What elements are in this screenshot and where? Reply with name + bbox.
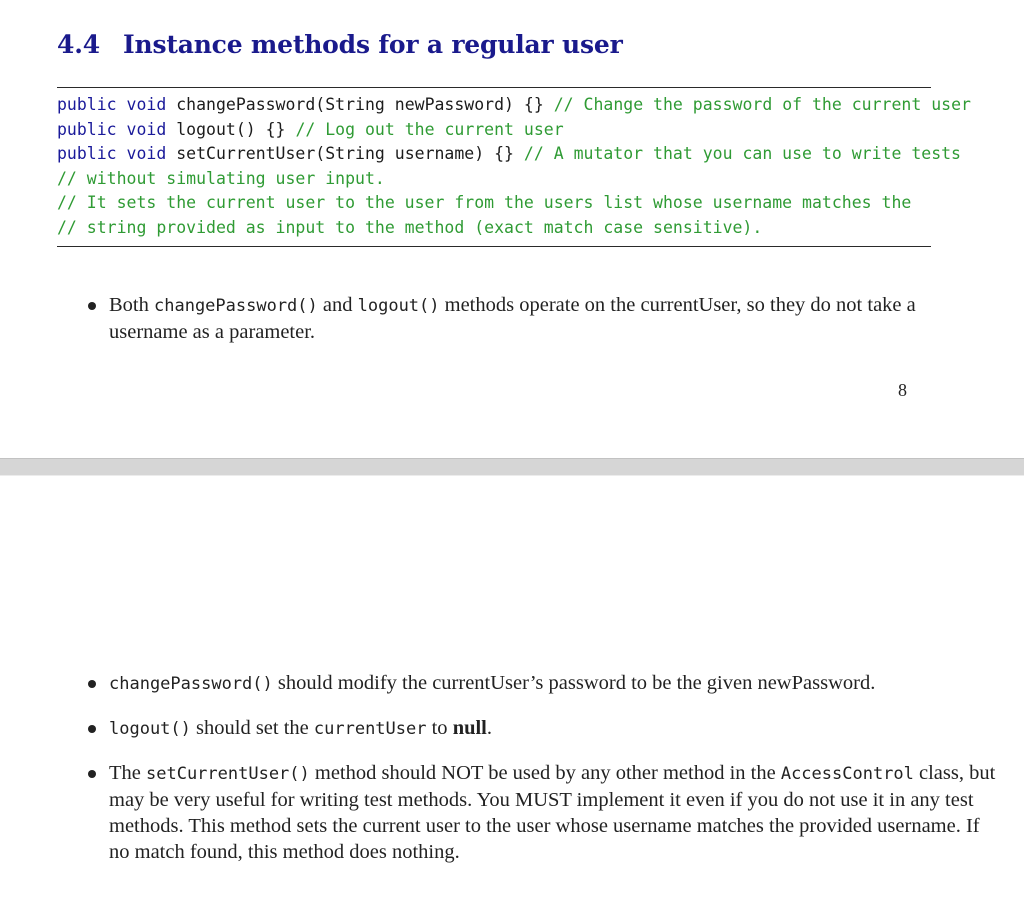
bullet-list-bottom: [85, 670, 1000, 883]
bullet-item: [85, 670, 1000, 697]
bullet-text: and: [317, 294, 358, 316]
code-bottom-rule: [57, 246, 931, 247]
bullet-text: to: [426, 717, 453, 739]
code-text: changePassword(String newPassword) {}: [176, 95, 554, 114]
code-keyword: public void: [57, 144, 177, 164]
code-comment: // without simulating user input.: [57, 168, 385, 188]
section-title: Instance methods for a regular user: [123, 30, 623, 59]
section-number: 4.4: [57, 30, 100, 59]
code-listing: [57, 93, 971, 241]
code-comment: // Log out the current user: [295, 119, 564, 139]
document-page-9: [0, 476, 1024, 911]
code-line: [57, 142, 971, 167]
page-separator: [0, 458, 1024, 476]
code-text: logout() {}: [176, 119, 296, 139]
code-comment: // Change the password of the current user: [553, 95, 971, 114]
code-comment: // A mutator that you can use to write tests: [523, 144, 961, 164]
inline-code: changePassword(): [109, 674, 273, 694]
code-line: [57, 93, 971, 118]
bullet-item: [85, 760, 1000, 865]
code-comment: // It sets the current user to the user from the users list whose username matches the: [57, 193, 912, 213]
inline-code: currentUser: [313, 719, 427, 739]
code-keyword: public void: [57, 119, 177, 139]
bullet-list-top: [85, 292, 935, 345]
code-keyword: public void: [57, 95, 177, 114]
code-text: setCurrentUser(String username) {}: [176, 144, 524, 164]
bold-text: null: [452, 717, 487, 739]
bullet-item: [85, 715, 1000, 742]
code-comment: // string provided as input to the method (exact match case sensitive).: [57, 217, 763, 237]
inline-code: AccessControl: [780, 764, 914, 784]
bullet-text: .: [486, 717, 493, 739]
bullet-text: should set the: [190, 717, 314, 739]
page-number: 8: [898, 380, 907, 400]
bullet-text: methods operate on the currentUser, so they do not take a username as a parameter.: [109, 294, 916, 343]
bullet-text: method should NOT be used by any other method in the: [309, 762, 781, 784]
bullet-text: class, but may be very useful for writing test methods. You MUST implement it even if you do not use it in any test methods. This method sets the current user to the user whose username matches the provided username. If no match found, this method does nothing.: [109, 762, 996, 863]
code-top-rule: [57, 87, 931, 88]
code-line: [57, 191, 971, 216]
bullet-text: should modify the currentUser’s password to be the given newPassword.: [272, 672, 876, 694]
code-line: [57, 118, 971, 143]
code-line: [57, 167, 971, 192]
bullet-text: Both: [109, 294, 154, 316]
inline-code: changePassword(): [154, 296, 318, 316]
inline-code: logout(): [109, 719, 191, 739]
inline-code: logout(): [357, 296, 440, 316]
inline-code: setCurrentUser(): [146, 764, 310, 784]
bullet-text: The: [109, 762, 146, 784]
section-heading: [57, 30, 623, 59]
code-line: [57, 216, 971, 241]
bullet-item: [85, 292, 935, 345]
